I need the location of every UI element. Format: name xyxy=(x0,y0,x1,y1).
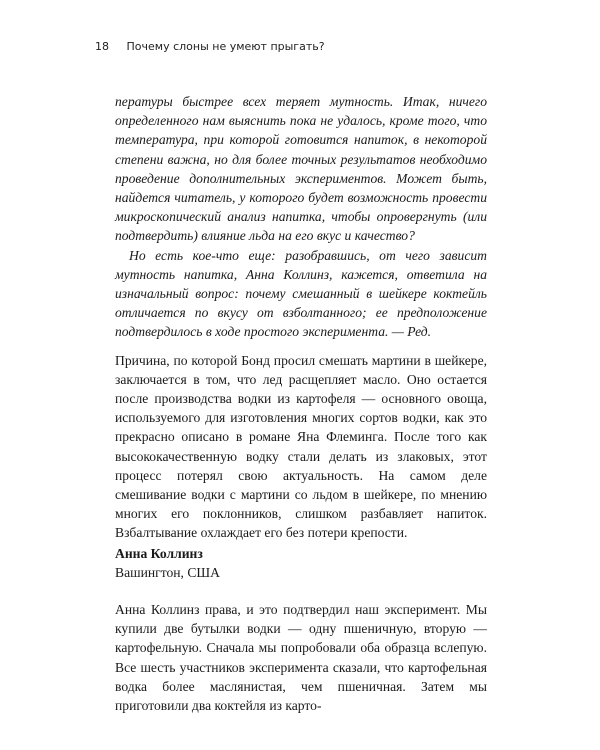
editor-note-paragraph: Но есть кое-что еще: разобравшись, от чего зависит мутность напитка, Анна Коллинз, кажется, ответила на изначальный вопрос: почему смешанный в шейкере коктейль отличается по вкусу от взболтанного; ее предположение подтвердилось в ходе простого эксперимента. — Ред. xyxy=(115,247,487,340)
page-number: 18 xyxy=(95,40,109,53)
page-body xyxy=(115,92,487,715)
author-location: Вашингтон, США xyxy=(115,564,220,580)
answer xyxy=(115,600,487,715)
letter-signature xyxy=(115,544,487,582)
editor-note-paragraph: пературы быстрее всех теряет мутность. Итак, ничего определенного нам выяснить пока не удалось, кроме того, что температура, при которой готовится напиток, в некоторой степени важна, но для более точных результатов необходимо проведение дополнительных экспериментов. Может быть, найдется читатель, у которого будет возможность провести микроскопический анализ напитка, чтобы опровергнуть (или подтвердить) влияние льда на его вкус и качество? xyxy=(115,94,487,244)
letter-text: Причина, по которой Бонд просил смешать мартини в шейкере, заключается в том, что лед расщепляет масло. Оно остается после производства водки из картофеля — основного овоща, используемого для изготовления многих сортов водки, как это прекрасно описано в романе Яна Флеминга. После того как высококачественную водку стали делать из злаковых, этот процесс потерял свою актуальность. На самом деле смешивание водки с мартини со льдом в шейкере, по мнению многих его поклонников, слишком разбавляет напиток. Взбалтывание охлаждает его без потери крепости. xyxy=(115,352,487,541)
book-title: Почему слоны не умеют прыгать? xyxy=(126,40,325,53)
running-header xyxy=(95,40,505,56)
answer-text: Анна Коллинз права, и это подтвердил наш эксперимент. Мы купили две бутылки водки — одну пшеничную, вторую — картофельную. Сначала мы попробовали оба образца вслепую. Все шесть участников эксперимента сказали, что картофельная водка более маслянистая, чем пшеничная. Затем мы приготовили два коктейля из карто- xyxy=(115,602,487,714)
reader-letter xyxy=(115,351,487,582)
editor-note xyxy=(115,92,487,342)
author-name: Анна Коллинз xyxy=(115,545,203,561)
